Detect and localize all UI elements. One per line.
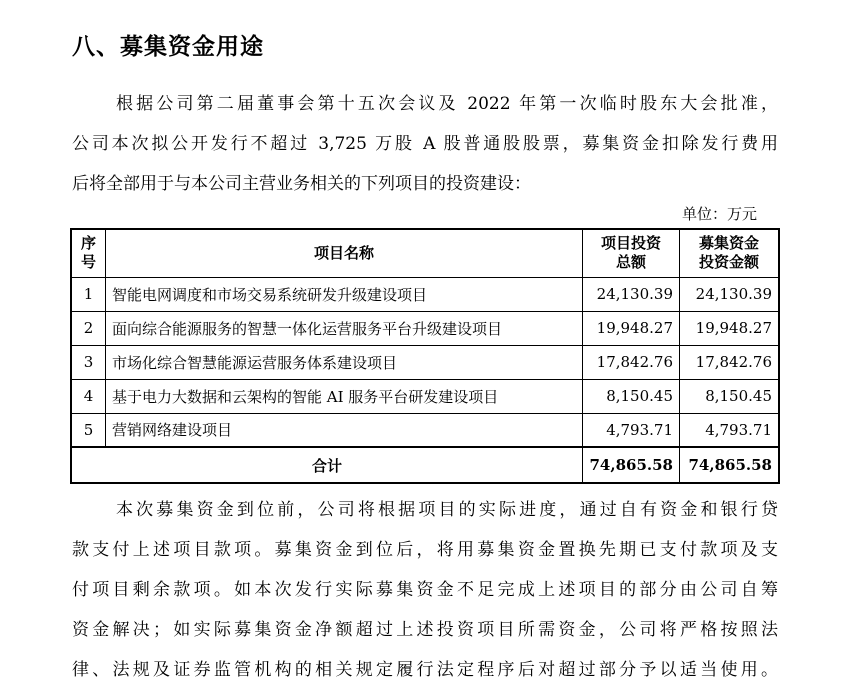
closing-line: 款支付上述项目款项。募集资金到位后，将用募集资金置换先期已支付款项及支 xyxy=(72,540,778,560)
closing-line: 律、法规及证券监管机构的相关规定履行法定程序后对超过部分予以适当使用。 xyxy=(72,660,778,680)
row-investment: 8,150.45 xyxy=(583,379,680,413)
closing-paragraph xyxy=(72,490,778,690)
row-raised: 8,150.45 xyxy=(680,379,780,413)
row-investment: 4,793.71 xyxy=(583,413,680,447)
row-raised: 24,130.39 xyxy=(680,277,780,311)
row-project-name: 营销网络建设项目 xyxy=(106,413,583,447)
section-heading: 八、募集资金用途 xyxy=(72,34,264,60)
row-project-name: 面向综合能源服务的智慧一体化运营服务平台升级建设项目 xyxy=(106,311,583,345)
closing-line: 资金解决；如实际募集资金净额超过上述投资项目所需资金，公司将严格按照法 xyxy=(72,620,778,640)
table-row xyxy=(71,413,779,447)
row-project-name: 市场化综合智慧能源运营服务体系建设项目 xyxy=(106,345,583,379)
row-serial: 5 xyxy=(71,413,106,447)
closing-line: 本次募集资金到位前，公司将根据项目的实际进度，通过自有资金和银行贷 xyxy=(116,500,778,520)
header-serial: 序 号 xyxy=(71,229,106,277)
total-raised: 74,865.58 xyxy=(680,447,780,483)
row-project-name: 智能电网调度和市场交易系统研发升级建设项目 xyxy=(106,277,583,311)
table-row xyxy=(71,277,779,311)
header-project-name: 项目名称 xyxy=(106,229,583,277)
table-row xyxy=(71,311,779,345)
row-investment: 24,130.39 xyxy=(583,277,680,311)
row-serial: 2 xyxy=(71,311,106,345)
table-row xyxy=(71,379,779,413)
header-raised-funds: 募集资金 投资金额 xyxy=(680,229,780,277)
investment-table xyxy=(70,228,780,484)
table-row xyxy=(71,345,779,379)
intro-paragraph xyxy=(72,84,778,204)
intro-line: 公司本次拟公开发行不超过 3,725 万股 A 股普通股股票，募集资金扣除发行费用 xyxy=(72,134,778,154)
table-header-row xyxy=(71,229,779,277)
row-serial: 3 xyxy=(71,345,106,379)
intro-line: 根据公司第二届董事会第十五次会议及 2022 年第一次临时股东大会批准， xyxy=(116,94,778,114)
row-serial: 1 xyxy=(71,277,106,311)
row-investment: 17,842.76 xyxy=(583,345,680,379)
row-raised: 17,842.76 xyxy=(680,345,780,379)
table-total-row xyxy=(71,447,779,483)
header-total-investment: 项目投资 总额 xyxy=(583,229,680,277)
total-investment: 74,865.58 xyxy=(583,447,680,483)
row-raised: 4,793.71 xyxy=(680,413,780,447)
closing-line: 付项目剩余款项。如本次发行实际募集资金不足完成上述项目的部分由公司自筹 xyxy=(72,580,778,600)
total-label: 合计 xyxy=(71,447,583,483)
intro-line: 后将全部用于与本公司主营业务相关的下列项目的投资建设： xyxy=(72,174,531,194)
row-raised: 19,948.27 xyxy=(680,311,780,345)
row-project-name: 基于电力大数据和云架构的智能 AI 服务平台研发建设项目 xyxy=(106,379,583,413)
row-investment: 19,948.27 xyxy=(583,311,680,345)
row-serial: 4 xyxy=(71,379,106,413)
unit-label: 单位：万元 xyxy=(682,205,758,223)
